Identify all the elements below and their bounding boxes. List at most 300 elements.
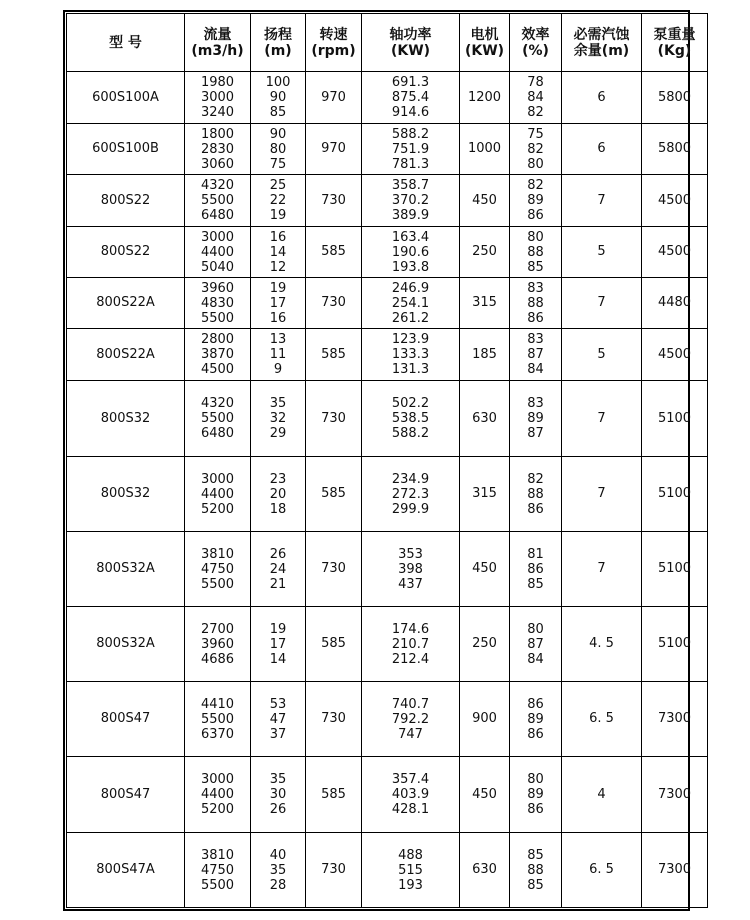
power-cell [362,682,460,757]
power-cell-value: 747 [398,726,423,742]
table-row [67,833,708,908]
speed-cell: 730 [306,175,362,227]
weight-cell: 7300 [642,833,708,908]
speed-cell: 585 [306,227,362,278]
head-cell [251,532,306,607]
efficiency-cell-value: 86 [527,802,544,817]
efficiency-cell [510,329,562,381]
power-cell-value: 357.4 [391,772,430,787]
efficiency-cell [510,757,562,833]
power-cell-value: 389.9 [391,208,430,223]
efficiency-cell-value: 86 [527,208,544,223]
flow-cell-value: 3000 [200,229,235,245]
flow-header-line: 流量 [203,26,232,43]
power-cell [362,227,460,278]
flow-cell [185,532,251,607]
flow-header-line: (m3/h) [191,42,244,59]
speed-cell: 730 [306,833,362,908]
head-cell-value: 9 [273,362,283,377]
table-row [67,329,708,381]
flow-cell [185,72,251,124]
efficiency-cell [510,457,562,532]
efficiency-cell-value: 85 [527,877,544,893]
motor-cell: 630 [460,381,510,457]
motor-cell: 450 [460,532,510,607]
power-cell [362,329,460,381]
flow-cell-value: 3960 [200,280,235,296]
npsh-cell: 7 [562,278,642,329]
power-header-line: (KW) [390,42,431,59]
speed-cell: 730 [306,532,362,607]
head-cell [251,329,306,381]
head-cell-value: 90 [269,90,287,105]
power-cell-value: 588.2 [391,426,430,441]
weight-header-line: (Kg) [657,42,692,59]
weight-cell: 4500 [642,227,708,278]
head-header-line: 扬程 [264,26,292,43]
head-cell-value: 14 [269,244,287,260]
power-cell [362,532,460,607]
efficiency-cell-value: 84 [527,362,544,377]
power-cell-value: 437 [398,576,423,592]
efficiency-cell-value: 86 [527,726,544,742]
weight-header-line: 泵重量 [653,26,696,43]
npsh-header [562,14,642,72]
flow-cell-value: 5500 [200,411,235,426]
efficiency-cell-value: 82 [527,471,544,487]
flow-cell [185,682,251,757]
flow-cell-value: 5200 [200,501,235,517]
speed-header [306,14,362,72]
power-cell-value: 193.8 [391,259,430,275]
head-cell-value: 35 [269,862,287,878]
npsh-cell: 6. 5 [562,833,642,908]
flow-cell-value: 2700 [200,621,235,637]
power-cell-value: 193 [398,877,423,893]
power-cell [362,124,460,175]
flow-cell-value: 5500 [200,576,235,592]
efficiency-cell-value: 88 [527,295,544,311]
speed-header-line: 转速 [319,26,348,43]
power-cell-value: 133.3 [391,347,430,362]
flow-cell-value: 4410 [200,696,235,712]
head-cell-value: 90 [269,126,287,142]
npsh-cell: 4. 5 [562,607,642,682]
weight-cell: 4480 [642,278,708,329]
motor-cell: 1000 [460,124,510,175]
flow-cell-value: 4686 [200,651,235,667]
table-row [67,72,708,124]
speed-cell: 730 [306,682,362,757]
flow-cell-value: 2830 [200,141,235,157]
weight-cell: 4500 [642,175,708,227]
weight-cell: 5100 [642,457,708,532]
head-cell [251,457,306,532]
efficiency-cell-value: 89 [527,193,544,208]
weight-cell: 7300 [642,757,708,833]
efficiency-cell [510,381,562,457]
flow-cell-value: 5500 [200,877,235,893]
flow-cell-value: 1980 [200,75,235,90]
flow-cell [185,381,251,457]
efficiency-cell-value: 88 [527,486,544,502]
motor-cell: 315 [460,278,510,329]
head-cell-value: 75 [269,156,287,172]
flow-cell [185,833,251,908]
efficiency-cell-value: 89 [527,411,544,426]
motor-cell: 315 [460,457,510,532]
npsh-cell: 7 [562,457,642,532]
table-row [67,757,708,833]
power-cell-value: 246.9 [391,280,430,296]
flow-cell-value: 4830 [200,295,235,311]
power-cell-value: 515 [398,862,423,878]
flow-cell [185,227,251,278]
efficiency-cell [510,532,562,607]
flow-cell-value: 4750 [200,561,235,577]
power-header [362,14,460,72]
head-cell-value: 21 [269,576,287,592]
power-cell-value: 210.7 [391,636,430,652]
flow-header [185,14,251,72]
head-cell-value: 13 [269,332,287,347]
flow-cell-value: 5200 [200,802,235,817]
weight-cell: 5100 [642,381,708,457]
table-row [67,278,708,329]
head-cell-value: 35 [269,396,287,411]
npsh-cell: 7 [562,381,642,457]
flow-cell-value: 3000 [200,90,235,105]
pump-spec-table [66,13,708,908]
head-cell-value: 37 [269,726,287,742]
npsh-header-line: 余量(m) [573,42,630,59]
power-cell-value: 792.2 [391,711,430,727]
efficiency-cell-value: 84 [527,651,544,667]
power-cell-value: 398 [398,561,423,577]
head-cell [251,124,306,175]
power-cell-value: 488 [398,847,423,863]
motor-cell: 250 [460,227,510,278]
flow-cell-value: 4750 [200,862,235,878]
power-cell-value: 428.1 [391,802,430,817]
efficiency-cell-value: 82 [527,178,544,193]
speed-cell: 585 [306,457,362,532]
head-cell-value: 100 [265,75,291,90]
power-cell-value: 163.4 [391,229,430,245]
speed-cell: 970 [306,72,362,124]
model-cell: 800S22A [67,329,185,381]
npsh-cell: 4 [562,757,642,833]
head-cell [251,278,306,329]
model-cell: 800S47 [67,757,185,833]
head-cell-value: 35 [269,772,287,787]
flow-cell-value: 2800 [200,332,235,347]
efficiency-cell-value: 89 [527,787,544,802]
efficiency-cell-value: 86 [527,310,544,326]
head-cell [251,72,306,124]
motor-cell: 1200 [460,72,510,124]
weight-header [642,14,708,72]
power-cell-value: 751.9 [391,141,430,157]
head-cell [251,381,306,457]
motor-cell: 630 [460,833,510,908]
flow-cell-value: 3060 [200,156,235,172]
table-row [67,532,708,607]
npsh-cell: 7 [562,175,642,227]
motor-cell: 450 [460,175,510,227]
power-cell-value: 740.7 [391,696,430,712]
efficiency-cell [510,607,562,682]
head-cell-value: 24 [269,561,287,577]
head-header-line: (m) [264,42,292,59]
head-cell-value: 17 [269,636,287,652]
speed-cell: 585 [306,607,362,682]
head-cell-value: 53 [269,696,287,712]
flow-cell [185,329,251,381]
flow-cell-value: 4500 [200,362,235,377]
power-cell-value: 691.3 [391,75,430,90]
flow-cell-value: 4400 [200,486,235,502]
efficiency-cell [510,227,562,278]
efficiency-cell-value: 83 [527,396,544,411]
npsh-cell: 6 [562,124,642,175]
power-cell-value: 914.6 [391,105,430,120]
head-cell-value: 28 [269,877,287,893]
efficiency-cell-value: 89 [527,711,544,727]
flow-cell-value: 5500 [200,310,235,326]
motor-header-line: (KW) [464,42,505,59]
head-cell [251,757,306,833]
head-cell [251,607,306,682]
power-cell-value: 131.3 [391,362,430,377]
header-row [67,14,708,72]
motor-cell: 450 [460,757,510,833]
flow-cell-value: 3000 [200,772,235,787]
power-cell-value: 123.9 [391,332,430,347]
motor-cell: 900 [460,682,510,757]
efficiency-cell-value: 80 [527,229,544,245]
flow-cell-value: 1800 [200,126,235,142]
head-cell-value: 11 [269,347,287,362]
head-cell-value: 22 [269,193,287,208]
head-cell-value: 32 [269,411,287,426]
speed-cell: 585 [306,329,362,381]
efficiency-cell [510,833,562,908]
table-row [67,682,708,757]
speed-cell: 730 [306,278,362,329]
weight-cell: 5100 [642,607,708,682]
power-cell [362,757,460,833]
efficiency-cell [510,124,562,175]
power-cell-value: 190.6 [391,244,430,260]
power-cell [362,381,460,457]
model-cell: 800S22 [67,227,185,278]
head-cell-value: 23 [269,471,287,487]
flow-cell-value: 6480 [200,426,235,441]
efficiency-header-line: 效率 [521,26,550,43]
npsh-cell: 5 [562,329,642,381]
efficiency-cell [510,278,562,329]
efficiency-cell-value: 83 [527,332,544,347]
weight-cell: 7300 [642,682,708,757]
head-cell-value: 47 [269,711,287,727]
power-cell [362,278,460,329]
flow-cell-value: 5500 [200,193,235,208]
model-cell: 600S100B [67,124,185,175]
head-cell-value: 17 [269,295,287,311]
head-cell-value: 18 [269,501,287,517]
model-cell: 600S100A [67,72,185,124]
power-cell [362,833,460,908]
efficiency-cell-value: 82 [527,141,544,157]
speed-cell: 730 [306,381,362,457]
flow-cell-value: 3240 [200,105,235,120]
power-cell-value: 272.3 [391,486,430,502]
power-cell-value: 875.4 [391,90,430,105]
power-cell-value: 588.2 [391,126,430,142]
power-cell-value: 353 [398,546,423,562]
motor-cell: 185 [460,329,510,381]
power-cell [362,457,460,532]
head-cell [251,175,306,227]
flow-cell-value: 4320 [200,396,235,411]
efficiency-cell-value: 80 [527,772,544,787]
flow-cell-value: 3810 [200,546,235,562]
table-body [67,72,708,908]
efficiency-cell-value: 86 [527,696,544,712]
flow-cell-value: 3870 [200,347,235,362]
head-cell-value: 20 [269,486,287,502]
flow-cell [185,278,251,329]
efficiency-cell-value: 81 [527,546,544,562]
flow-cell-value: 6370 [200,726,235,742]
efficiency-cell-value: 88 [527,244,544,260]
head-cell-value: 30 [269,787,287,802]
efficiency-cell-value: 83 [527,280,544,296]
efficiency-header [510,14,562,72]
npsh-cell: 5 [562,227,642,278]
table-row [67,607,708,682]
head-cell-value: 19 [269,280,287,296]
efficiency-header-line: (%) [522,42,549,59]
npsh-header-line: 必需汽蚀 [573,26,630,43]
efficiency-cell-value: 80 [527,156,544,172]
efficiency-cell-value: 84 [527,90,544,105]
head-cell-value: 29 [269,426,287,441]
power-cell-value: 212.4 [391,651,430,667]
motor-header [460,14,510,72]
efficiency-cell-value: 78 [527,75,544,90]
npsh-cell: 6 [562,72,642,124]
power-cell-value: 370.2 [391,193,430,208]
efficiency-cell [510,72,562,124]
flow-cell-value: 4320 [200,178,235,193]
efficiency-cell-value: 82 [527,105,544,120]
flow-cell [185,175,251,227]
power-cell-value: 502.2 [391,396,430,411]
power-cell [362,607,460,682]
head-cell-value: 25 [269,178,287,193]
model-cell: 800S32A [67,607,185,682]
efficiency-cell [510,682,562,757]
head-cell-value: 26 [269,802,287,817]
weight-cell: 4500 [642,329,708,381]
power-header-line: 轴功率 [389,26,432,43]
head-cell-value: 40 [269,847,287,863]
efficiency-cell-value: 85 [527,259,544,275]
model-cell: 800S22A [67,278,185,329]
motor-cell: 250 [460,607,510,682]
power-cell-value: 174.6 [391,621,430,637]
flow-cell-value: 5040 [200,259,235,275]
power-cell-value: 358.7 [391,178,430,193]
efficiency-cell-value: 86 [527,501,544,517]
model-cell: 800S32 [67,381,185,457]
efficiency-cell-value: 86 [527,561,544,577]
model-cell: 800S22 [67,175,185,227]
power-cell-value: 299.9 [391,501,430,517]
power-cell [362,72,460,124]
head-cell [251,227,306,278]
efficiency-cell-value: 87 [527,636,544,652]
model-header-line: 型 号 [109,34,142,51]
flow-cell-value: 5500 [200,711,235,727]
flow-cell [185,607,251,682]
npsh-cell: 7 [562,532,642,607]
model-header [67,14,185,72]
flow-cell-value: 3960 [200,636,235,652]
head-cell-value: 26 [269,546,287,562]
model-cell: 800S47A [67,833,185,908]
flow-cell-value: 3000 [200,471,235,487]
flow-cell-value: 4400 [200,787,235,802]
head-cell [251,833,306,908]
flow-cell [185,757,251,833]
power-cell-value: 254.1 [391,295,430,311]
power-cell-value: 234.9 [391,471,430,487]
weight-cell: 5100 [642,532,708,607]
npsh-cell: 6. 5 [562,682,642,757]
power-cell-value: 538.5 [391,411,430,426]
head-cell-value: 12 [269,259,287,275]
table-row [67,175,708,227]
head-cell-value: 16 [269,229,287,245]
head-cell-value: 19 [269,208,287,223]
flow-cell-value: 3810 [200,847,235,863]
efficiency-cell-value: 75 [527,126,544,142]
power-cell-value: 261.2 [391,310,430,326]
speed-cell: 585 [306,757,362,833]
table-row [67,457,708,532]
speed-header-line: (rpm) [311,42,356,59]
flow-cell [185,124,251,175]
efficiency-cell [510,175,562,227]
efficiency-cell-value: 80 [527,621,544,637]
power-cell-value: 403.9 [391,787,430,802]
efficiency-cell-value: 85 [527,576,544,592]
speed-cell: 970 [306,124,362,175]
efficiency-cell-value: 88 [527,862,544,878]
model-cell: 800S47 [67,682,185,757]
table-row [67,227,708,278]
weight-cell: 5800 [642,124,708,175]
head-cell [251,682,306,757]
head-cell-value: 14 [269,651,287,667]
flow-cell [185,457,251,532]
table-row [67,381,708,457]
efficiency-cell-value: 85 [527,847,544,863]
flow-cell-value: 4400 [200,244,235,260]
